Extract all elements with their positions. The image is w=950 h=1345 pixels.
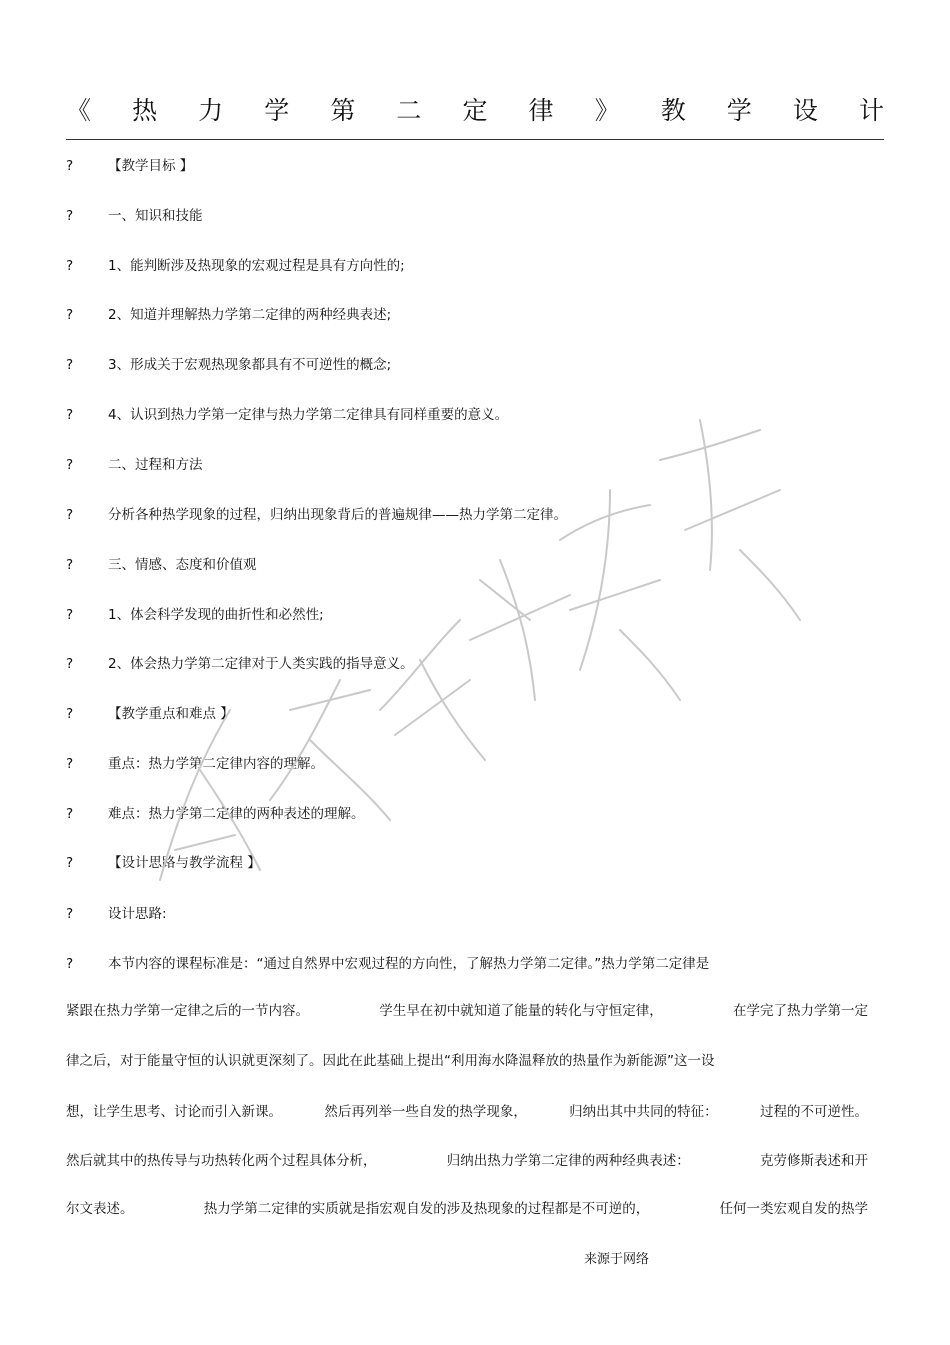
text-run: 热力学第二定律的实质就是指宏观自发的涉及热现象的过程都是不可逆的， (203, 1201, 650, 1217)
bullet-glyph: ? (66, 307, 74, 323)
bullet-glyph: ? (66, 607, 74, 623)
bullet-glyph: ? (66, 706, 74, 722)
line-text: 4、认识到热力学第一定律与热力学第二定律具有同样重要的意义。 (108, 407, 509, 423)
line-text: 难点：热力学第二定律的两种表述的理解。 (108, 806, 365, 822)
watermark-image (140, 380, 840, 920)
title-char: 律 (528, 96, 554, 125)
title-char: 教 (660, 96, 686, 125)
bullet-glyph: ? (66, 208, 74, 224)
title-char: 计 (858, 96, 884, 125)
bullet-glyph: ? (66, 507, 74, 523)
bullet-glyph: ? (66, 906, 74, 922)
bullet-glyph: ? (66, 956, 74, 972)
title-char: 力 (198, 96, 224, 125)
line-text: 【教学目标 】 (108, 158, 194, 174)
paragraph-line (66, 1001, 868, 1021)
line-text: 一、知识和技能 (108, 208, 203, 224)
paragraph-line (66, 1151, 868, 1171)
text-run: 任何一类宏观自发的热学 (719, 1201, 868, 1217)
line-text: 本节内容的课程标准是：“通过自然界中宏观过程的方向性，了解热力学第二定律。”热力学第二定律是 (108, 956, 710, 972)
line-text: 1、能判断涉及热现象的宏观过程是具有方向性的; (108, 258, 405, 274)
footer-source: 来源于网络 (584, 1252, 650, 1267)
text-run: 学生早在初中就知道了能量的转化与守恒定律， (379, 1003, 663, 1019)
title-char: 学 (726, 96, 752, 125)
title-char: 定 (462, 96, 488, 125)
title-char: 学 (264, 96, 290, 125)
bullet-glyph: ? (66, 158, 74, 174)
title-char: 第 (330, 96, 356, 125)
line-text: 设计思路: (108, 906, 167, 922)
title-underline (66, 139, 884, 140)
text-run: 然后就其中的热传导与功热转化两个过程具体分析， (66, 1153, 377, 1169)
title-char: 设 (792, 96, 818, 125)
line-text: 2、体会热力学第二定律对于人类实践的指导意义。 (108, 656, 414, 672)
bullet-glyph: ? (66, 457, 74, 473)
line-text: 重点：热力学第二定律内容的理解。 (108, 756, 324, 772)
paragraph-line (66, 1102, 868, 1122)
bullet-glyph: ? (66, 855, 74, 871)
paragraph-line (66, 1199, 868, 1219)
title-char: 热 (132, 96, 158, 125)
text-run: 紧跟在热力学第一定律之后的一节内容。 (66, 1003, 309, 1019)
text-run: 尔文表述。 (66, 1201, 134, 1217)
text-run: 想，让学生思考、讨论而引入新课。 (66, 1104, 282, 1120)
bullet-glyph: ? (66, 756, 74, 772)
line-text: 【教学重点和难点 】 (108, 706, 234, 722)
bullet-glyph: ? (66, 407, 74, 423)
line-text: 分析各种热学现象的过程，归纳出现象背后的普遍规律——热力学第二定律。 (108, 507, 567, 523)
text-run: 然后再列举一些自发的热学现象， (324, 1104, 527, 1120)
bullet-glyph: ? (66, 357, 74, 373)
line-text: 3、形成关于宏观热现象都具有不可逆性的概念; (108, 357, 392, 373)
text-run: 归纳出其中共同的特征： (569, 1104, 718, 1120)
line-text: 三、情感、态度和价值观 (108, 557, 257, 573)
bullet-glyph: ? (66, 806, 74, 822)
bullet-glyph: ? (66, 557, 74, 573)
text-run: 律之后，对于能量守恒的认识就更深刻了。因此在此基础上提出“利用海水降温释放的热量作为新能源”这一设 (66, 1053, 715, 1069)
title-char: 《 (66, 96, 92, 125)
title-char: 二 (396, 96, 422, 125)
text-run: 过程的不可逆性。 (759, 1104, 868, 1120)
text-run: 在学完了热力学第一定 (733, 1003, 868, 1019)
title-char: 》 (594, 96, 620, 125)
text-run: 归纳出热力学第二定律的两种经典表述： (446, 1153, 690, 1169)
line-text: 二、过程和方法 (108, 457, 203, 473)
paragraph-line (66, 1051, 715, 1071)
line-text: 2、知道并理解热力学第二定律的两种经典表述; (108, 307, 392, 323)
bullet-glyph: ? (66, 656, 74, 672)
document-title (66, 96, 884, 126)
line-text: 1、体会科学发现的曲折性和必然性; (108, 607, 324, 623)
text-run: 克劳修斯表述和开 (760, 1153, 868, 1169)
line-text: 【设计思路与教学流程 】 (108, 855, 261, 871)
bullet-glyph: ? (66, 258, 74, 274)
